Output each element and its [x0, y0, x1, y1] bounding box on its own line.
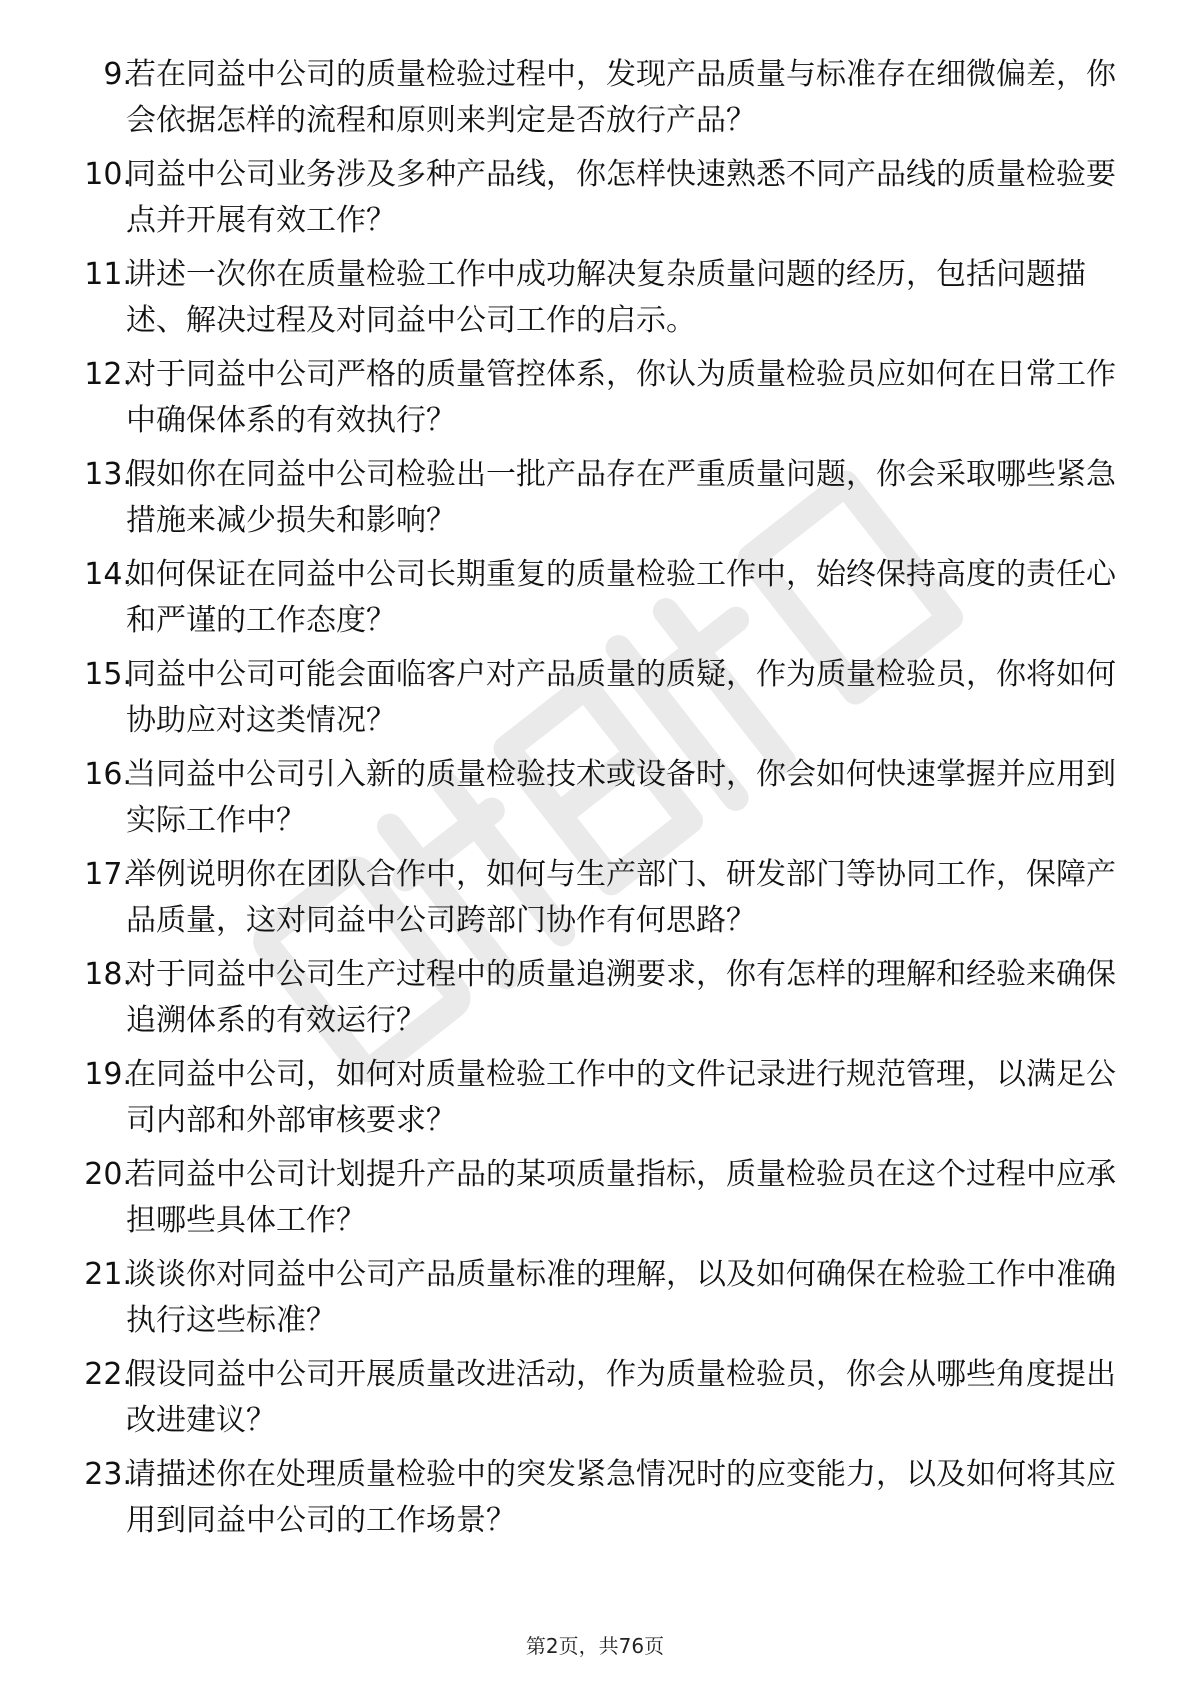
question-text: 请描述你在处理质量检验中的突发紧急情况时的应变能力，以及如何将其应用到同益中公司的工作场景？	[126, 1457, 1116, 1538]
question-text: 若同益中公司计划提升产品的某项质量指标，质量检验员在这个过程中应承担哪些具体工作？	[126, 1157, 1116, 1238]
question-text: 同益中公司业务涉及多种产品线，你怎样快速熟悉不同产品线的质量检验要点并开展有效工作？	[126, 157, 1116, 238]
question-item	[60, 852, 1120, 952]
question-text: 对于同益中公司严格的质量管控体系，你认为质量检验员应如何在日常工作中确保体系的有效执行？	[126, 357, 1116, 438]
question-number: 13.	[84, 457, 132, 492]
question-number: 16.	[84, 757, 132, 792]
question-text: 若在同益中公司的质量检验过程中，发现产品质量与标准存在细微偏差，你会依据怎样的流程和原则来判定是否放行产品？	[126, 57, 1116, 138]
question-item	[60, 1052, 1120, 1152]
question-item	[60, 352, 1120, 452]
question-text: 同益中公司可能会面临客户对产品质量的质疑，作为质量检验员，你将如何协助应对这类情况？	[126, 657, 1116, 738]
question-text: 对于同益中公司生产过程中的质量追溯要求，你有怎样的理解和经验来确保追溯体系的有效运行？	[126, 957, 1116, 1038]
page-number-label: 第2页，共76页	[525, 1634, 665, 1658]
question-text: 举例说明你在团队合作中，如何与生产部门、研发部门等协同工作，保障产品质量，这对同益中公司跨部门协作有何思路？	[126, 857, 1116, 938]
question-text: 如何保证在同益中公司长期重复的质量检验工作中，始终保持高度的责任心和严谨的工作态度？	[126, 557, 1116, 638]
question-number: 14.	[84, 557, 132, 592]
question-item	[60, 1252, 1120, 1352]
question-item	[60, 552, 1120, 652]
question-number: 22.	[84, 1357, 132, 1392]
question-number: 21.	[84, 1257, 132, 1292]
question-item	[60, 1352, 1120, 1452]
question-number: 10.	[84, 157, 132, 192]
question-number: 20.	[84, 1157, 132, 1192]
question-item	[60, 452, 1120, 552]
question-text: 假设同益中公司开展质量改进活动，作为质量检验员，你会从哪些角度提出改进建议？	[126, 1357, 1116, 1438]
question-number: 12.	[84, 357, 132, 392]
question-text: 在同益中公司，如何对质量检验工作中的文件记录进行规范管理，以满足公司内部和外部审核要求？	[126, 1057, 1116, 1138]
question-item	[60, 1152, 1120, 1252]
question-text: 假如你在同益中公司检验出一批产品存在严重质量问题，你会采取哪些紧急措施来减少损失和影响？	[126, 457, 1116, 538]
question-text: 谈谈你对同益中公司产品质量标准的理解，以及如何确保在检验工作中准确执行这些标准？	[126, 1257, 1116, 1338]
question-text: 讲述一次你在质量检验工作中成功解决复杂质量问题的经历，包括问题描述、解决过程及对同益中公司工作的启示。	[126, 257, 1086, 338]
question-number: 15.	[84, 657, 132, 692]
question-item	[60, 252, 1120, 352]
question-number: 11.	[84, 257, 132, 292]
question-item	[60, 1452, 1120, 1552]
question-number: 19.	[84, 1057, 132, 1092]
question-number: 9.	[103, 57, 132, 92]
question-number: 23.	[84, 1457, 132, 1492]
question-item	[60, 952, 1120, 1052]
question-item	[60, 52, 1120, 152]
question-text: 当同益中公司引入新的质量检验技术或设备时，你会如何快速掌握并应用到实际工作中？	[126, 757, 1116, 838]
page-footer	[0, 1630, 1190, 1659]
question-item	[60, 152, 1120, 252]
question-list	[60, 52, 1120, 1552]
question-number: 18.	[84, 957, 132, 992]
question-number: 17.	[84, 857, 132, 892]
question-item	[60, 752, 1120, 852]
question-item	[60, 652, 1120, 752]
